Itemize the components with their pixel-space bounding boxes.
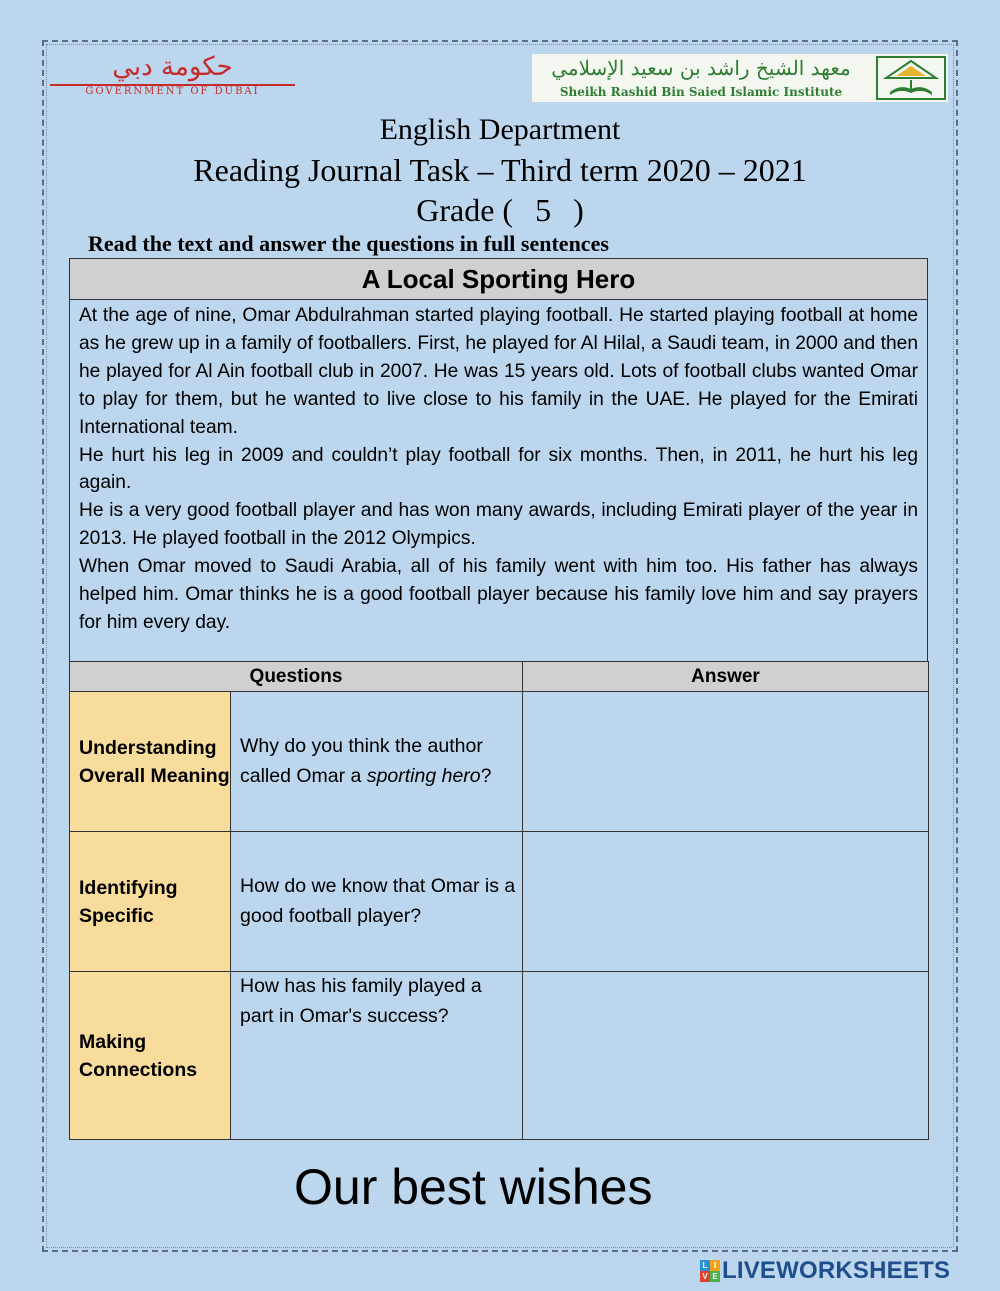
grade-value: 5 (535, 192, 552, 228)
instruction-text: Read the text and answer the questions in full sentences (88, 231, 609, 256)
question-cell: How do we know that Omar is a good football player? (231, 832, 523, 972)
category-cell: Understanding Overall Meaning (70, 692, 231, 832)
questions-table (69, 661, 929, 1140)
badge-letter: L (700, 1260, 710, 1271)
story-text (70, 300, 927, 637)
story-box (69, 258, 928, 662)
answer-field[interactable] (523, 972, 929, 1140)
institute-logo-arabic: معهد الشيخ راشد بن سعيد الإسلامي (551, 56, 851, 80)
badge-letter: V (700, 1271, 710, 1282)
story-paragraph: At the age of nine, Omar Abdulrahman started playing football. He started playing football at home as he grew up in a family of footballers. First, he played for Al Hilal, a Saudi team, in 2000 and then he played for Al Ain football club in 2007. He was 15 years old. Lots of football clubs wanted Omar to play for them, but he wanted to live close to his family in the UAE. He played for the Emirati International team. (79, 305, 918, 438)
question-cell: How has his family played a part in Omar's success? (231, 972, 523, 1140)
best-wishes-text: Our best wishes (294, 1159, 653, 1215)
grade-close: ) (573, 192, 584, 228)
grade-label: Grade ( (416, 192, 514, 228)
task-title: Reading Journal Task – Third term 2020 – 2021 (193, 152, 807, 188)
table-row (70, 692, 929, 832)
table-header-row (70, 662, 929, 692)
government-logo-arabic: حكومة دبي (112, 52, 233, 82)
government-of-dubai-logo (50, 52, 295, 96)
liveworksheets-badge-icon (700, 1260, 720, 1282)
institute-logo-english: Sheikh Rashid Bin Saied Islamic Institute (559, 85, 843, 99)
grade-line (0, 191, 1000, 229)
liveworksheets-watermark[interactable] (700, 1258, 996, 1284)
story-paragraph: He is a very good football player and has won many awards, including Emirati player of the year in 2013. He played football in the 2012 Olympics. (79, 500, 918, 550)
badge-letter: I (710, 1260, 720, 1271)
institute-logo (532, 54, 948, 102)
table-row (70, 972, 929, 1140)
category-cell: Identifying Specific (70, 832, 231, 972)
question-text-end: ? (480, 764, 492, 787)
badge-letter: E (710, 1271, 720, 1282)
category-cell: Making Connections (70, 972, 231, 1140)
answer-field[interactable] (523, 692, 929, 832)
question-text: Why do you think the author called Omar a (240, 735, 483, 787)
department-title: English Department (379, 113, 621, 146)
answer-field[interactable] (523, 832, 929, 972)
question-emphasis: sporting hero (366, 764, 481, 787)
answer-header: Answer (523, 662, 929, 692)
institute-emblem-icon (876, 56, 946, 100)
government-logo-english: GOVERNMENT OF DUBAI (50, 84, 295, 98)
story-title: A Local Sporting Hero (70, 259, 927, 300)
questions-header: Questions (70, 662, 523, 692)
story-paragraph: When Omar moved to Saudi Arabia, all of his family went with him too. His father has always helped him. Omar thinks he is a good football player because his family love him and say prayers for him every day. (79, 556, 918, 633)
question-cell (231, 692, 523, 832)
story-paragraph: He hurt his leg in 2009 and couldn’t play football for six months. Then, in 2011, he hurt his leg again. (79, 444, 918, 494)
liveworksheets-wordmark: LIVEWORKSHEETS (722, 1257, 951, 1284)
table-row (70, 832, 929, 972)
